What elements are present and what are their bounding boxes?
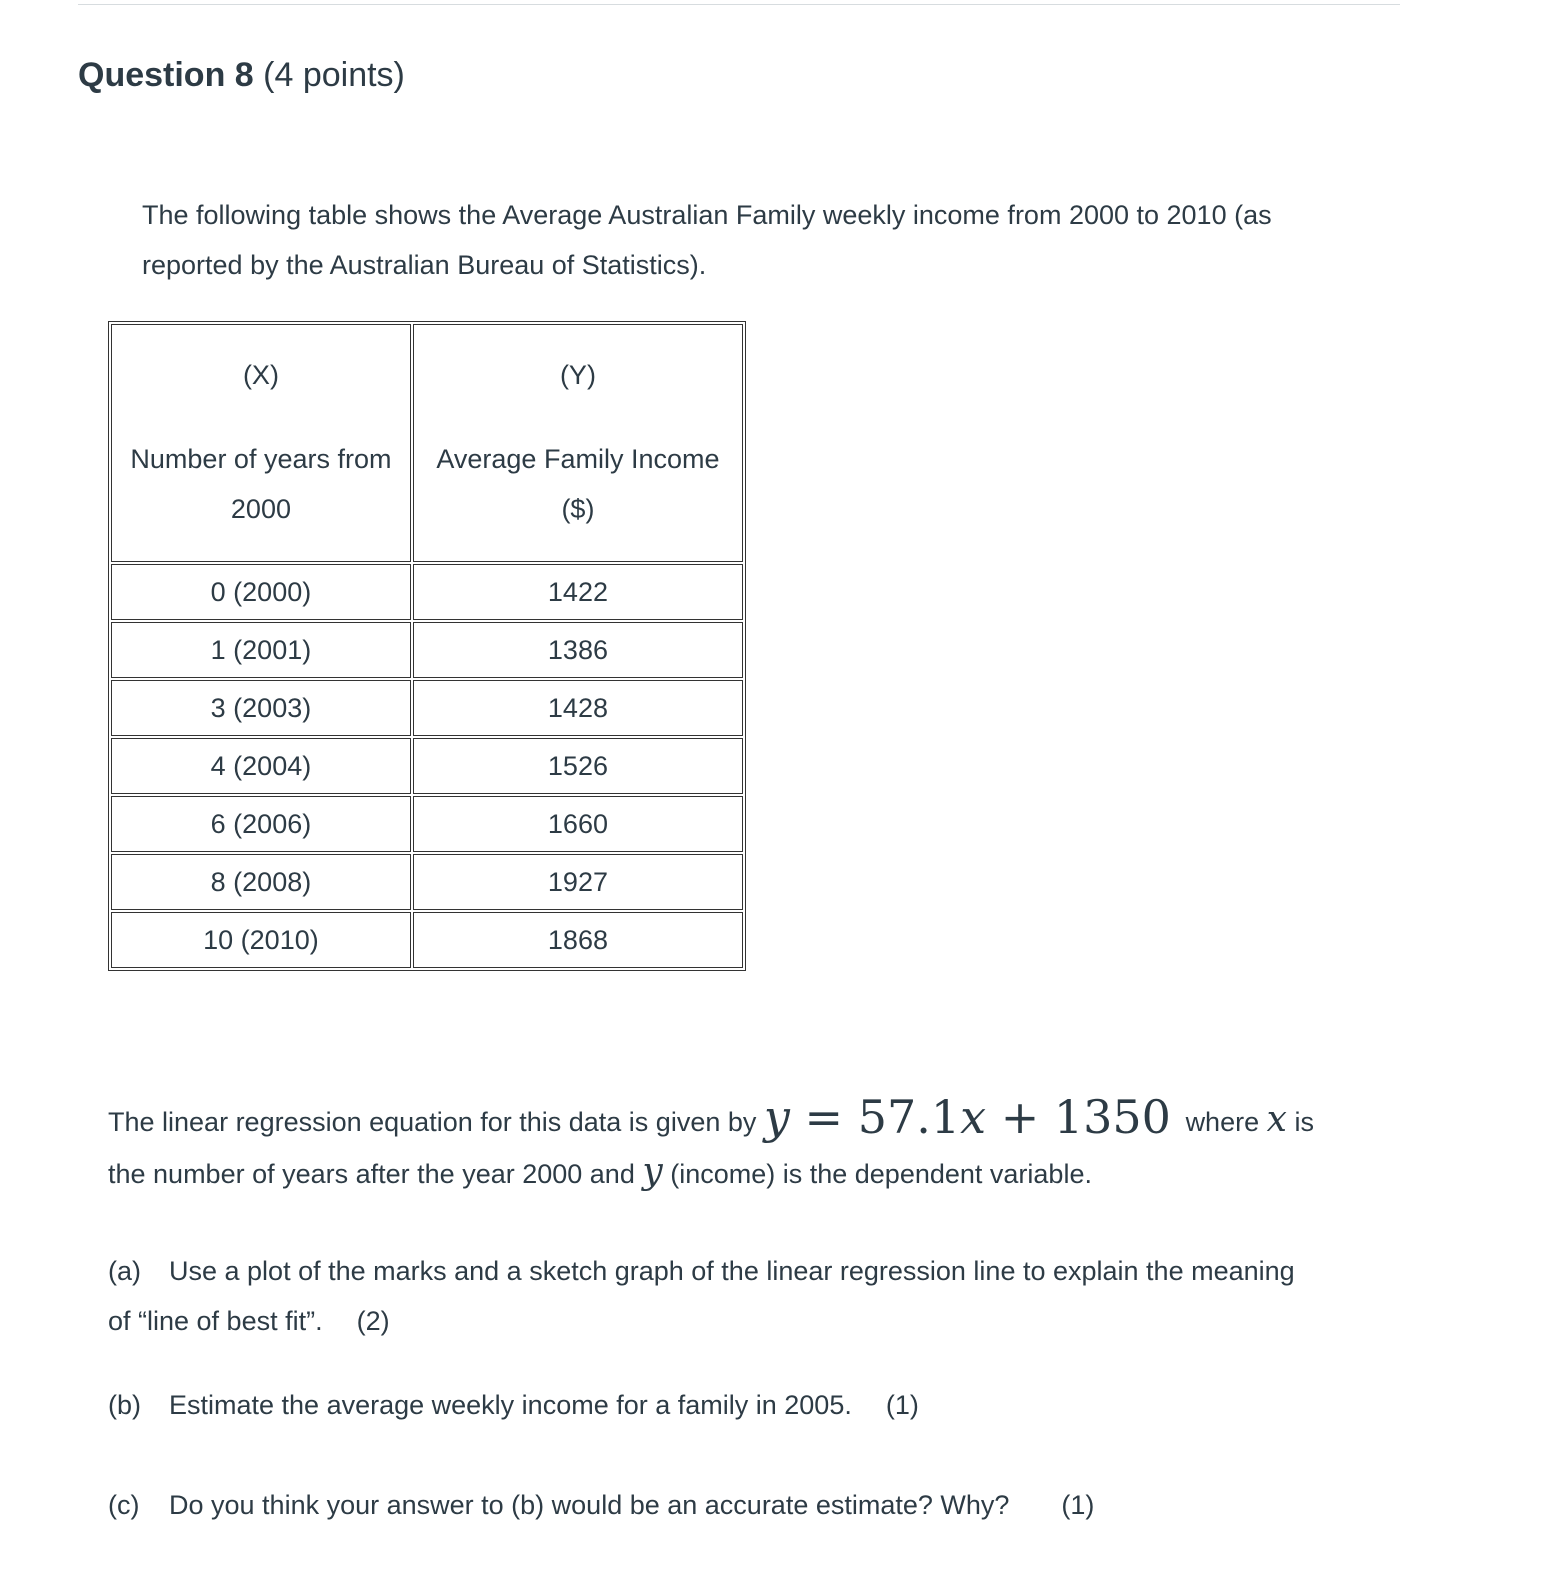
header-x-label-1: Number of years from: [130, 444, 392, 474]
equation-x: x: [960, 1090, 987, 1144]
part-a-line-2: of “line of best fit”.: [108, 1306, 323, 1336]
cell-x: 6 (2006): [111, 796, 411, 852]
regression-x-var: x: [1266, 1099, 1287, 1140]
part-b-text: Estimate the average weekly income for a family in 2005.: [169, 1390, 852, 1420]
regression-line2-after: (income) is the dependent variable.: [670, 1159, 1092, 1189]
table-row: [111, 680, 743, 736]
equation-slope: 57.1: [857, 1090, 961, 1144]
table-row: [111, 738, 743, 794]
regression-equation: [764, 1090, 1186, 1144]
cell-y: 1422: [413, 564, 743, 620]
part-a: [108, 1246, 1295, 1346]
header-x-cell: [111, 324, 411, 562]
header-y-cell: [413, 324, 743, 562]
cell-y: 1526: [413, 738, 743, 794]
part-a-line-1: Use a plot of the marks and a sketch graph of the linear regression line to explain the meaning: [169, 1256, 1295, 1286]
header-x-label-2: 2000: [230, 494, 291, 524]
table-header-row: [111, 324, 743, 562]
equation-plus: +: [1000, 1090, 1040, 1144]
question-points: (4 points): [263, 56, 405, 94]
intro-line-1: The following table shows the Average Australian Family weekly income from 2000 to 2010 (as: [142, 200, 1272, 230]
cell-x: 0 (2000): [111, 564, 411, 620]
income-table: [108, 321, 746, 971]
table-row: [111, 796, 743, 852]
part-a-points: (2): [356, 1306, 390, 1336]
table-row: [111, 854, 743, 910]
header-x-symbol: (X): [242, 360, 279, 390]
cell-y: 1660: [413, 796, 743, 852]
cell-x: 1 (2001): [111, 622, 411, 678]
cell-y: 1386: [413, 622, 743, 678]
cell-y: 1428: [413, 680, 743, 736]
regression-paragraph: [108, 1092, 1408, 1199]
part-c: [108, 1480, 1094, 1530]
regression-line2-before: the number of years after the year 2000 and: [108, 1159, 635, 1189]
header-y-label-2: ($): [561, 494, 595, 524]
table-row: [111, 912, 743, 968]
regression-y-var: y: [642, 1151, 663, 1192]
cell-x: 4 (2004): [111, 738, 411, 794]
top-divider: [78, 4, 1400, 5]
part-c-points: (1): [1061, 1490, 1095, 1520]
intro-paragraph: [108, 190, 1398, 290]
equation-y: y: [763, 1090, 790, 1144]
equation-intercept: 1350: [1053, 1090, 1171, 1144]
cell-y: 1927: [413, 854, 743, 910]
part-c-label: (c): [108, 1490, 140, 1520]
part-b-points: (1): [885, 1390, 919, 1420]
cell-x: 10 (2010): [111, 912, 411, 968]
regression-where: where: [1185, 1107, 1260, 1137]
table-row: [111, 622, 743, 678]
regression-is: is: [1294, 1107, 1314, 1137]
cell-x: 3 (2003): [111, 680, 411, 736]
cell-y: 1868: [413, 912, 743, 968]
cell-x: 8 (2008): [111, 854, 411, 910]
intro-line-2: reported by the Australian Bureau of Statistics).: [142, 250, 707, 280]
header-y-label-1: Average Family Income: [436, 444, 720, 474]
part-c-text: Do you think your answer to (b) would be an accurate estimate? Why?: [169, 1490, 1010, 1520]
part-b: [108, 1380, 919, 1430]
part-b-label: (b): [108, 1390, 141, 1420]
question-title: Question 8: [78, 56, 254, 94]
header-y-symbol: (Y): [559, 360, 596, 390]
question-header: [78, 56, 405, 95]
regression-text-before: The linear regression equation for this data is given by: [108, 1107, 757, 1137]
part-a-label: (a): [108, 1256, 141, 1286]
equation-equals: =: [804, 1090, 844, 1144]
table-row: [111, 564, 743, 620]
